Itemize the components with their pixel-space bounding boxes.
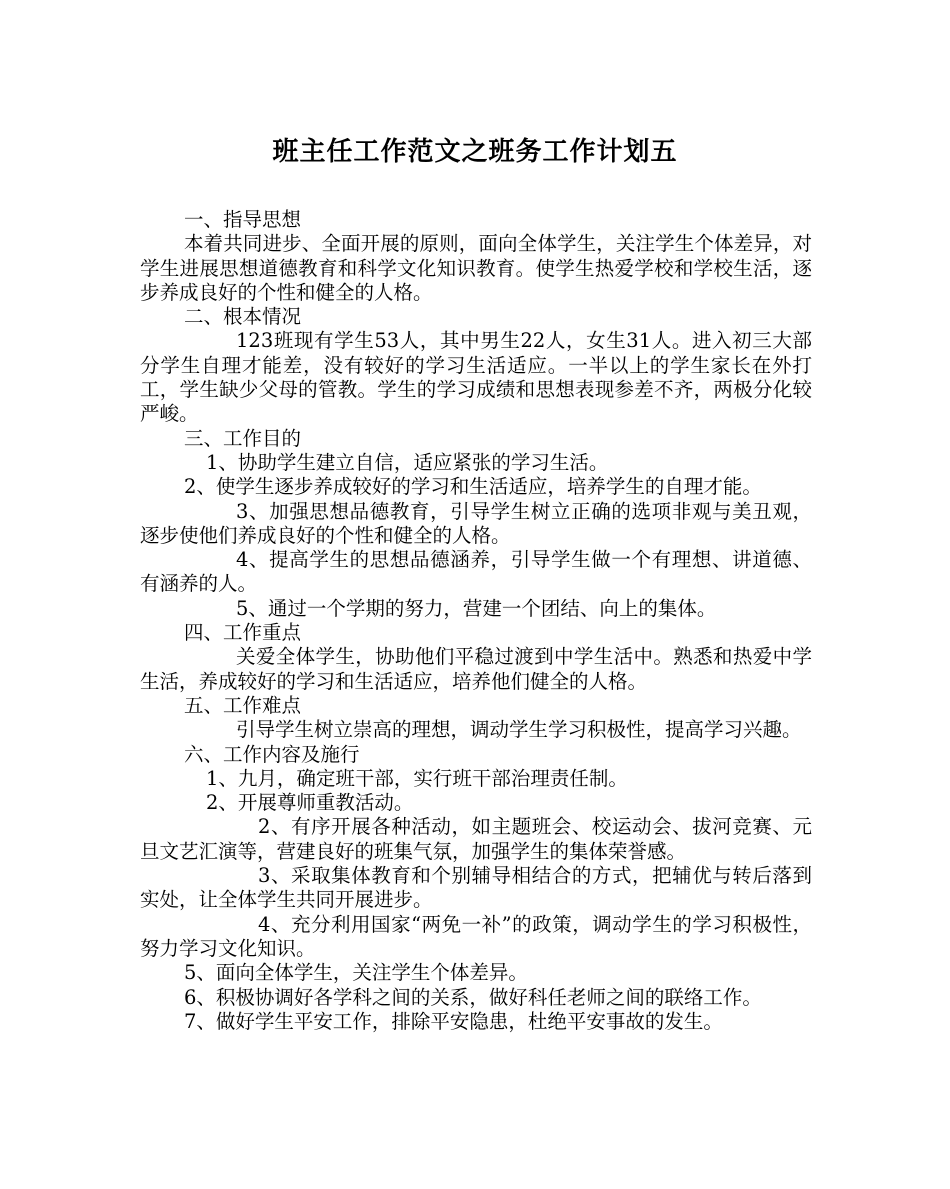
list-item: 3、采取集体教育和个别辅导相结合的方式，把辅优与转后落到实处，让全体学生共同开展进步。 bbox=[140, 864, 812, 912]
list-item: 5、通过一个学期的努力，营建一个团结、向上的集体。 bbox=[236, 596, 717, 620]
list-item: 4、充分利用国家“两免一补”的政策，调动学生的学习积极性，努力学习文化知识。 bbox=[140, 912, 812, 960]
section-heading: 二、根本情况 bbox=[184, 305, 302, 329]
paragraph: 123班现有学生53人，其中男生22人，女生31人。进入初三大部分学生自理才能差，没有较好的学习生活适应。一半以上的学生家长在外打工，学生缺少父母的管教。学生的学习成绩和思想表现参差不齐，两极分化较严峻。 bbox=[140, 329, 812, 426]
section-heading: 一、指导思想 bbox=[184, 208, 302, 231]
document-title: 班主任工作范文之班务工作计划五 bbox=[272, 137, 678, 167]
document-body bbox=[140, 208, 812, 1034]
list-item: 2、开展尊师重教活动。 bbox=[206, 791, 414, 815]
list-item: 5、面向全体学生，关注学生个体差异。 bbox=[184, 961, 528, 985]
section-heading: 四、工作重点 bbox=[184, 621, 302, 645]
section-heading: 五、工作难点 bbox=[184, 693, 302, 717]
paragraph: 关爱全体学生，协助他们平稳过渡到中学生活中。熟悉和热爱中学生活，养成较好的学习和生活适应，培养他们健全的人格。 bbox=[140, 645, 812, 693]
section-heading: 三、工作目的 bbox=[184, 426, 302, 450]
list-item: 3、加强思想品德教育，引导学生树立正确的选项非观与美丑观，逐步使他们养成良好的个性和健全的人格。 bbox=[140, 499, 812, 547]
section-heading: 六、工作内容及施行 bbox=[184, 742, 360, 766]
list-item: 1、九月，确定班干部，实行班干部治理责任制。 bbox=[206, 766, 628, 790]
list-item: 2、使学生逐步养成较好的学习和生活适应，培养学生的自理才能。 bbox=[184, 475, 762, 499]
list-item: 4、提高学生的思想品德涵养，引导学生做一个有理想、讲道德、有涵养的人。 bbox=[140, 548, 812, 596]
list-item: 6、积极协调好各学科之间的关系，做好科任老师之间的联络工作。 bbox=[184, 985, 762, 1009]
list-item: 7、做好学生平安工作，排除平安隐患，杜绝平安事故的发生。 bbox=[184, 1009, 723, 1033]
paragraph: 引导学生树立崇高的理想，调动学生学习积极性，提高学习兴趣。 bbox=[236, 718, 802, 742]
list-item: 2、有序开展各种活动，如主题班会、校运动会、拔河竞赛、元旦文艺汇演等，营建良好的班集气氛，加强学生的集体荣誉感。 bbox=[140, 815, 812, 863]
paragraph: 本着共同进步、全面开展的原则，面向全体学生，关注学生个体差异，对学生进展思想道德教育和科学文化知识教育。使学生热爱学校和学校生活，逐步养成良好的个性和健全的人格。 bbox=[140, 232, 812, 304]
list-item: 1、协助学生建立自信，适应紧张的学习生活。 bbox=[206, 450, 609, 474]
